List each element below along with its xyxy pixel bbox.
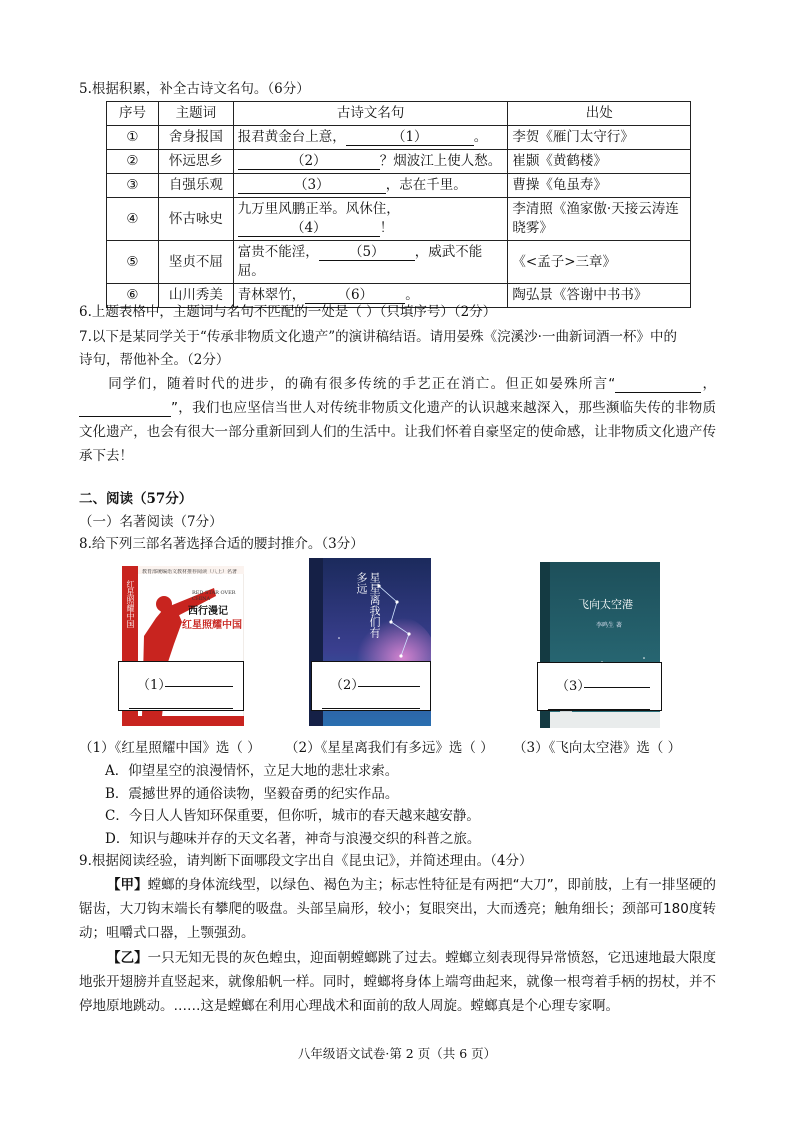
q8-choice-2: （2）《星星离我们有多远》选（ ）: [285, 740, 494, 756]
q7-passage-b: ，: [701, 376, 717, 392]
row-verse: [233, 241, 508, 284]
verse-post: 。: [473, 129, 488, 145]
row-number: ⑤: [107, 241, 159, 284]
band-label-3: （3）: [556, 679, 591, 694]
q7-blank-2[interactable]: [79, 400, 171, 417]
table-row: [107, 174, 691, 198]
band-box-3[interactable]: [537, 662, 662, 711]
verse-pre: 报君黄金台上意，: [237, 129, 346, 145]
book1-english-title: RED STAR OVER CHINA: [192, 590, 236, 602]
fill-blank[interactable]: （2）: [238, 153, 380, 170]
row-source: 李贺《雁门太守行》: [508, 126, 691, 150]
row-verse: [233, 198, 508, 241]
row-theme: 自强乐观: [158, 174, 233, 198]
verse-post: 。: [405, 287, 419, 303]
book1-title-a: 西行漫记: [188, 606, 228, 617]
q7-passage: [79, 372, 716, 468]
page-footer: 八年级语文试卷·第 2 页（共 6 页）: [297, 1046, 497, 1061]
option-d: D．知识与趣味并存的天文名著，神奇与浪漫交织的科普之旅。: [105, 831, 481, 847]
q5-stem: 5.根据积累，补全古诗文名句。（6分）: [79, 81, 310, 97]
verse-post: ？烟波江上使人愁。: [379, 153, 502, 169]
row-theme: 山川秀美: [158, 284, 233, 308]
verse-pre: 九万里风鹏正举。风休住，: [237, 201, 400, 217]
row-verse: [233, 126, 508, 150]
q6-stem: 6.上题表格中，主题词与名句不匹配的一处是（ ）（只填序号）（2分）: [79, 304, 497, 320]
fill-blank[interactable]: （6）: [305, 287, 405, 304]
passage-yi-tag: 【乙】: [107, 950, 148, 966]
row-source: 李清照《渔家傲·天接云涛连晓雾》: [508, 198, 691, 241]
band-underline: [322, 708, 420, 709]
band-label-2: （2）: [330, 678, 365, 693]
section-title: 二、阅读（57分）: [79, 491, 193, 507]
row-source: 《<孟子>三章》: [508, 241, 691, 284]
table-row: [107, 126, 691, 150]
option-a: A．仰望星空的浪漫情怀，立足大地的悲壮求索。: [105, 763, 399, 779]
verse-pre: 青林翠竹，: [237, 287, 306, 303]
book2-title: 星星离我们有多远: [355, 572, 381, 638]
verse-pre: 富贵不能淫，: [237, 244, 319, 260]
row-verse: [233, 174, 508, 198]
q8-choice-3: （3）《飞向太空港》选（ ）: [513, 740, 682, 756]
fill-blank[interactable]: （3）: [238, 177, 386, 194]
option-c: C．今日人人皆知环保重要，但你听，城市的春天越来越安静。: [105, 808, 480, 824]
band-underline: [165, 686, 233, 687]
book1-spine-text: 红星照耀中国: [126, 580, 135, 628]
q8-choice-1: （1）《红星照耀中国》选（ ）: [79, 740, 261, 756]
table-header-row: [107, 102, 691, 126]
header-cell: 出处: [508, 102, 691, 126]
header-cell: 主题词: [158, 102, 233, 126]
band-box-1[interactable]: [118, 661, 244, 711]
q8-stem: 8.给下列三部名著选择合适的腰封推介。（3分）: [79, 536, 364, 552]
q9-stem: 9.根据阅读经验，请判断下面哪段文字出自《昆虫记》，并简述理由。（4分）: [79, 853, 533, 869]
band-box-2[interactable]: [311, 661, 431, 711]
band-underline: [358, 686, 420, 687]
option-b: B．震撼世界的通俗读物，坚毅奋勇的纪实作品。: [105, 786, 399, 802]
row-source: 陶弘景《答谢中书书》: [508, 284, 691, 308]
table-row: [107, 241, 691, 284]
table-row: [107, 150, 691, 174]
q7-passage-c: ”，我们也应坚信当世人对传统非物质文化遗产的认识越来越深入，那些濒临失传的非物质文化遗产，也会有很大一部分重新回到人们的生活中。让我们怀着自豪坚定的使命感，让非物质文化遗产传承下去！: [79, 400, 716, 464]
fill-blank[interactable]: （4）: [238, 220, 380, 237]
header-cell: 古诗文名句: [233, 102, 508, 126]
fill-blank[interactable]: （1）: [346, 129, 474, 146]
fill-blank[interactable]: （5）: [319, 244, 415, 261]
band-label-1: （1）: [137, 678, 172, 693]
row-number: ④: [107, 198, 159, 241]
row-theme: 怀古咏史: [158, 198, 233, 241]
poem-table: [106, 101, 691, 308]
q7-stem-line2: 诗句，帮他补全。（2分）: [79, 352, 230, 368]
row-number: ③: [107, 174, 159, 198]
passage-yi: [79, 946, 716, 1018]
row-theme: 坚贞不屈: [158, 241, 233, 284]
q7-passage-a: 同学们，随着时代的进步，的确有很多传统的手艺正在消亡。但正如晏殊所言“: [107, 376, 616, 392]
q7-blank-1[interactable]: [615, 376, 701, 393]
row-theme: 怀远思乡: [158, 150, 233, 174]
book3-title: 飞向太空港: [578, 598, 633, 611]
book3-author: 李鸣生 著: [596, 622, 622, 629]
band-underline: [548, 709, 650, 710]
table-row: [107, 198, 691, 241]
row-verse: [233, 150, 508, 174]
passage-jia-tag: 【甲】: [107, 877, 148, 893]
q7-stem-line1: 7.以下是某同学关于“传承非物质文化遗产”的演讲稿结语。请用晏殊《浣溪沙·一曲新词酒一杯》中的: [79, 329, 677, 345]
row-theme: 舍身报国: [158, 126, 233, 150]
header-cell: 序号: [107, 102, 159, 126]
verse-post: ，志在千里。: [385, 177, 467, 193]
book1-title-b: 红星照耀中国: [182, 620, 242, 631]
passage-jia: [79, 873, 716, 945]
band-underline: [584, 687, 650, 688]
row-number: ②: [107, 150, 159, 174]
passage-jia-text: 螳螂的身体流线型，以绿色、褐色为主；标志性特征是有两把“大刀”，即前肢，上有一排坚硬的锯齿，大刀钩末端长有攀爬的吸盘。头部呈扁形，较小；复眼突出，大而透亮；触角细长；颈部可180度转动；咀嚼式口器，上颚强劲。: [79, 877, 716, 941]
row-number: ①: [107, 126, 159, 150]
book1-top-text: 教育部统编语文教材推荐阅读（八上）名著: [142, 569, 238, 575]
passage-yi-text: 一只无知无畏的灰色蝗虫，迎面朝螳螂跳了过去。螳螂立刻表现得异常愤怒，它迅速地最大限度地张开翅膀并直竖起来，就像船帆一样。同时，螳螂将身体上端弯曲起来，就像一根弯着手柄的拐杖，并不停地原地跳动。……这是螳螂在利用心理战术和面前的敌人周旋。螳螂真是个心理专家啊。: [79, 950, 717, 1014]
row-source: 崔颢《黄鹤楼》: [508, 150, 691, 174]
subsection-title: （一）名著阅读（7分）: [79, 514, 223, 530]
row-source: 曹操《龟虽寿》: [508, 174, 691, 198]
verse-post: ！: [379, 220, 394, 236]
band-underline: [129, 708, 233, 709]
row-number: ⑥: [107, 284, 159, 308]
verse-post: ，威武不能屈。: [237, 244, 483, 279]
